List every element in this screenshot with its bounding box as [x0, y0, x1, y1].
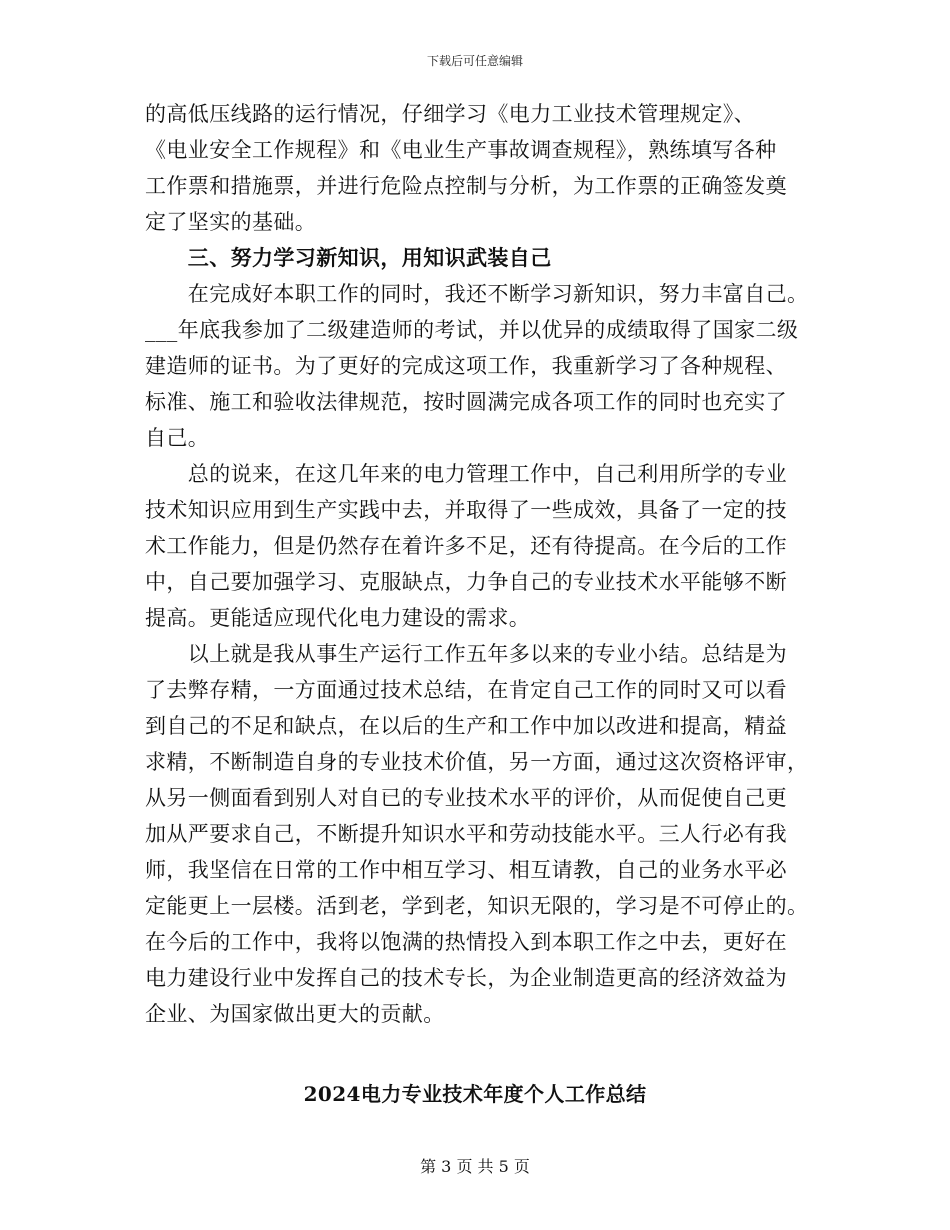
section-heading: 三、努力学习新知识，用知识武装自己: [145, 245, 552, 270]
text-line: 加从严要求自己，不断提升知识水平和劳动技能水平。三人行必有我: [145, 822, 787, 846]
text-line: 的高低压线路的运行情况，仔细学习《电力工业技术管理规定》、: [145, 102, 756, 126]
text-line: 在完成好本职工作的同时，我还不断学习新知识，努力丰富自己。: [145, 282, 809, 306]
text-line: 技术知识应用到生产实践中去，并取得了一些成效，具备了一定的技: [145, 498, 787, 522]
text-line: 自己。: [145, 426, 210, 450]
text-line: 建造师的证书。为了更好的完成这项工作，我重新学习了各种规程、: [145, 354, 787, 378]
text-line: 定能更上一层楼。活到老，学到老，知识无限的，学习是不可停止的。: [145, 894, 809, 918]
text-line: ___年底我参加了二级建造师的考试，并以优异的成绩取得了国家二级: [145, 318, 799, 342]
text-line: 提高。更能适应现代化电力建设的需求。: [145, 606, 531, 630]
text-line: 求精，不断制造自身的专业技术价值，另一方面，通过这次资格评审，: [145, 750, 809, 774]
text-line: 《电业安全工作规程》和《电业生产事故调查规程》，熟练填写各种: [145, 138, 777, 162]
text-line: 企业、为国家做出更大的贡献。: [145, 1002, 445, 1026]
text-line: 标准、施工和验收法律规范，按时圆满完成各项工作的同时也充实了: [145, 390, 787, 414]
text-line: 到自己的不足和缺点，在以后的生产和工作中加以改进和提高，精益: [145, 714, 787, 738]
text-line: 了去弊存精，一方面通过技术总结，在肯定自己工作的同时又可以看: [145, 678, 787, 702]
text-line: 总的说来，在这几年来的电力管理工作中，自己利用所学的专业: [145, 462, 787, 486]
text-line: 电力建设行业中发挥自己的技术专长，为企业制造更高的经济效益为: [145, 966, 787, 990]
text-line: 工作票和措施票，并进行危险点控制与分析，为工作票的正确签发奠: [145, 174, 787, 198]
text-line: 定了坚实的基础。: [145, 210, 317, 234]
text-line: 师，我坚信在日常的工作中相互学习、相互请教，自己的业务水平必: [145, 858, 787, 882]
text-line: 在今后的工作中，我将以饱满的热情投入到本职工作之中去，更好在: [145, 930, 787, 954]
document-body: [145, 96, 810, 1032]
page-footer: 第 3 页 共 5 页: [420, 1157, 530, 1176]
text-line: 中，自己要加强学习、克服缺点，力争自己的专业技术水平能够不断: [145, 570, 787, 594]
page-header: 下载后可任意编辑: [426, 54, 523, 68]
text-line: 以上就是我从事生产运行工作五年多以来的专业小结。总结是为: [145, 642, 787, 666]
text-line: 从另一侧面看到别人对自已的专业技术水平的评价，从而促使自己更: [145, 786, 787, 810]
document-title: 2024电力专业技术年度个人工作总结: [303, 1082, 647, 1106]
text-line: 术工作能力，但是仍然存在着许多不足，还有待提高。在今后的工作: [145, 534, 787, 558]
